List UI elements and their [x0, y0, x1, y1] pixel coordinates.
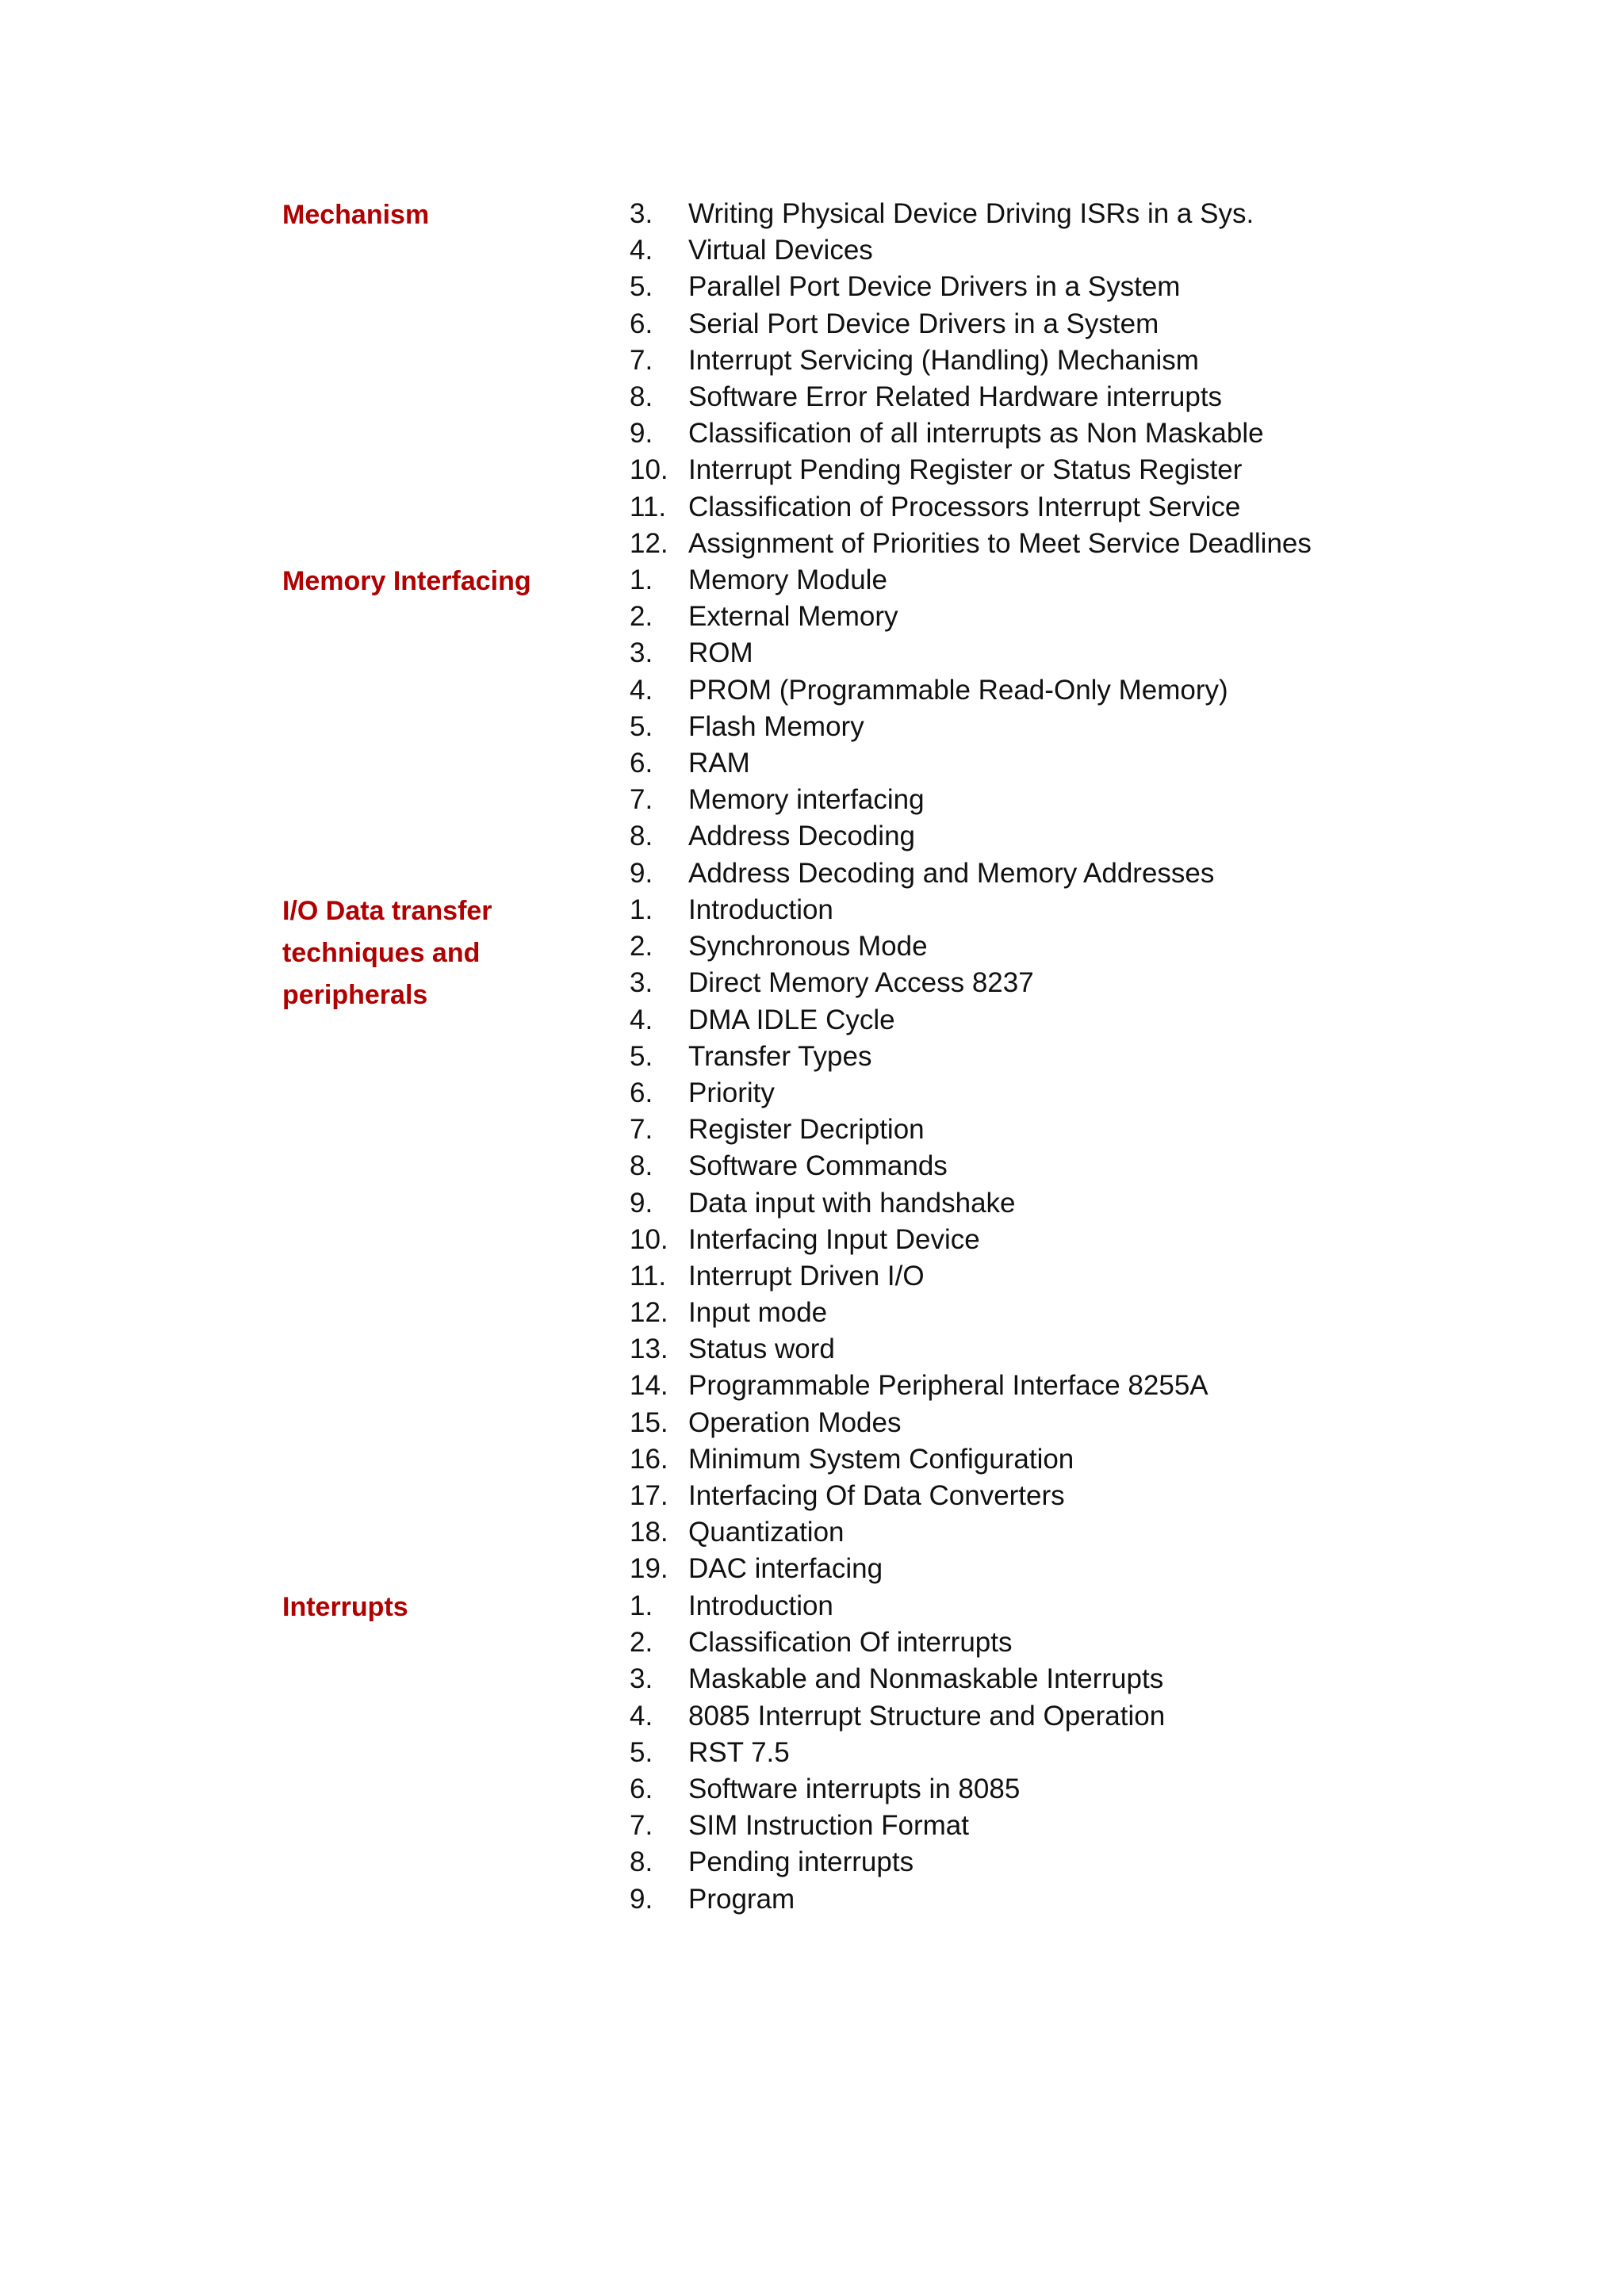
list-item	[630, 1881, 1165, 1918]
list-item	[630, 1661, 1165, 1697]
item-text: Assignment of Priorities to Meet Service Deadlines	[688, 527, 1312, 559]
topic-list	[630, 196, 1312, 562]
item-number: 9.	[630, 1883, 653, 1915]
item-number: 2.	[630, 601, 653, 633]
item-text: Status word	[688, 1334, 835, 1365]
item-text: Maskable and Nonmaskable Interrupts	[688, 1663, 1164, 1695]
section-heading: I/O Data transfer techniques and peripherals	[282, 896, 492, 1010]
item-text: Programmable Peripheral Interface 8255A	[688, 1370, 1208, 1402]
item-text: Priority	[688, 1077, 775, 1108]
list-item	[630, 709, 1228, 745]
list-item	[630, 1075, 1208, 1112]
item-number: 1.	[630, 894, 653, 925]
list-item	[630, 1295, 1208, 1331]
item-number: 7.	[630, 1810, 653, 1842]
list-item	[630, 1331, 1208, 1368]
list-item	[630, 1185, 1208, 1222]
item-text: Interrupt Pending Register or Status Register	[688, 454, 1243, 486]
item-number: 10.	[630, 454, 668, 486]
item-number: 3.	[630, 967, 653, 999]
item-text: Pending interrupts	[688, 1846, 914, 1878]
item-number: 14.	[630, 1370, 668, 1402]
item-text: 8085 Interrupt Structure and Operation	[688, 1700, 1166, 1732]
item-text: Memory Module	[688, 564, 887, 595]
item-number: 5.	[630, 1040, 653, 1072]
list-item	[630, 672, 1228, 709]
list-item	[630, 1112, 1208, 1148]
topic-list	[630, 892, 1208, 1588]
item-number: 3.	[630, 198, 653, 229]
item-number: 5.	[630, 710, 653, 742]
topic-list	[630, 562, 1228, 892]
item-text: Software Commands	[688, 1150, 948, 1182]
item-text: Address Decoding	[688, 821, 915, 852]
list-item	[630, 1771, 1165, 1808]
list-item	[630, 342, 1312, 379]
item-text: Parallel Port Device Drivers in a System	[688, 271, 1181, 303]
item-number: 18.	[630, 1517, 668, 1548]
item-text: Interfacing Of Data Converters	[688, 1480, 1065, 1511]
list-item	[630, 1808, 1165, 1844]
item-text: Software Error Related Hardware interrupts	[688, 381, 1223, 412]
item-text: Classification Of interrupts	[688, 1627, 1013, 1659]
item-text: Virtual Devices	[688, 235, 873, 266]
list-item	[630, 452, 1312, 488]
list-item	[630, 599, 1228, 635]
item-text: Address Decoding and Memory Addresses	[688, 857, 1215, 889]
item-number: 2.	[630, 1627, 653, 1659]
item-number: 17.	[630, 1480, 668, 1511]
item-text: Introduction	[688, 1590, 833, 1621]
item-number: 13.	[630, 1334, 668, 1365]
item-number: 4.	[630, 1004, 653, 1035]
item-text: DAC interfacing	[688, 1553, 883, 1585]
item-number: 5.	[630, 1736, 653, 1768]
list-item	[630, 1405, 1208, 1441]
list-item	[630, 1588, 1165, 1624]
item-number: 11.	[630, 1260, 667, 1292]
list-item	[630, 1698, 1165, 1735]
item-text: Writing Physical Device Driving ISRs in a Sys.	[688, 198, 1254, 229]
item-text: Synchronous Mode	[688, 931, 928, 962]
list-item	[630, 818, 1228, 855]
item-number: 12.	[630, 527, 668, 559]
list-item	[630, 635, 1228, 672]
list-item	[630, 1148, 1208, 1184]
item-text: Flash Memory	[688, 710, 864, 742]
item-text: Memory interfacing	[688, 784, 925, 816]
list-item	[630, 415, 1312, 452]
list-item	[630, 1222, 1208, 1258]
item-text: Interrupt Servicing (Handling) Mechanism	[688, 344, 1199, 376]
item-text: Interrupt Driven I/O	[688, 1260, 925, 1292]
section-heading: Interrupts	[282, 1592, 408, 1622]
list-item	[630, 306, 1312, 342]
item-number: 10.	[630, 1223, 668, 1255]
item-number: 1.	[630, 564, 653, 595]
topic-list	[630, 1588, 1165, 1918]
item-text: Introduction	[688, 894, 833, 925]
item-number: 15.	[630, 1406, 668, 1438]
item-number: 16.	[630, 1443, 668, 1475]
list-item	[630, 965, 1208, 1001]
item-text: Data input with handshake	[688, 1187, 1016, 1219]
item-number: 3.	[630, 1663, 653, 1695]
item-text: Register Decription	[688, 1114, 925, 1146]
item-text: Minimum System Configuration	[688, 1443, 1074, 1475]
item-text: Input mode	[688, 1297, 828, 1329]
item-number: 3.	[630, 637, 653, 669]
list-item	[630, 1624, 1165, 1661]
item-number: 8.	[630, 821, 653, 852]
item-number: 9.	[630, 857, 653, 889]
list-item	[630, 269, 1312, 305]
item-number: 19.	[630, 1553, 668, 1585]
list-item	[630, 1441, 1208, 1478]
item-number: 12.	[630, 1297, 668, 1329]
item-number: 4.	[630, 674, 653, 706]
item-number: 9.	[630, 418, 653, 450]
item-number: 7.	[630, 1114, 653, 1146]
item-number: 7.	[630, 784, 653, 816]
item-text: ROM	[688, 637, 753, 669]
item-number: 8.	[630, 1150, 653, 1182]
item-number: 6.	[630, 747, 653, 779]
item-number: 11.	[630, 491, 667, 522]
item-number: 6.	[630, 1077, 653, 1108]
item-number: 1.	[630, 1590, 653, 1621]
section-heading: Memory Interfacing	[282, 566, 531, 596]
list-item	[630, 1002, 1208, 1039]
item-text: External Memory	[688, 601, 898, 633]
list-item	[630, 1844, 1165, 1881]
list-item	[630, 745, 1228, 782]
item-text: Direct Memory Access 8237	[688, 967, 1034, 999]
item-text: Operation Modes	[688, 1406, 902, 1438]
list-item	[630, 782, 1228, 818]
item-text: Quantization	[688, 1517, 845, 1548]
list-item	[630, 1514, 1208, 1551]
item-text: Classification of all interrupts as Non Maskable	[688, 418, 1264, 450]
item-number: 8.	[630, 381, 653, 412]
list-item	[630, 855, 1228, 892]
item-text: SIM Instruction Format	[688, 1810, 969, 1842]
item-number: 6.	[630, 308, 653, 339]
item-text: Software interrupts in 8085	[688, 1773, 1021, 1804]
list-item	[630, 562, 1228, 599]
list-item	[630, 1478, 1208, 1514]
item-number: 6.	[630, 1773, 653, 1804]
list-item	[630, 892, 1208, 928]
item-text: Serial Port Device Drivers in a System	[688, 308, 1159, 339]
list-item	[630, 526, 1312, 562]
item-text: RST 7.5	[688, 1736, 790, 1768]
item-number: 2.	[630, 931, 653, 962]
item-number: 8.	[630, 1846, 653, 1878]
list-item	[630, 1258, 1208, 1295]
list-item	[630, 232, 1312, 269]
item-text: DMA IDLE Cycle	[688, 1004, 895, 1035]
list-item	[630, 1735, 1165, 1771]
item-number: 9.	[630, 1187, 653, 1219]
list-item	[630, 489, 1312, 526]
item-text: RAM	[688, 747, 750, 779]
list-item	[630, 379, 1312, 415]
list-item	[630, 1551, 1208, 1587]
list-item	[630, 1039, 1208, 1075]
item-number: 4.	[630, 1700, 653, 1732]
list-item	[630, 1368, 1208, 1404]
list-item	[630, 196, 1312, 232]
item-number: 5.	[630, 271, 653, 303]
list-item	[630, 928, 1208, 965]
section-heading: Mechanism	[282, 200, 430, 230]
item-text: Transfer Types	[688, 1040, 872, 1072]
item-text: Interfacing Input Device	[688, 1223, 980, 1255]
item-text: Program	[688, 1883, 795, 1915]
item-text: Classification of Processors Interrupt Service	[688, 491, 1241, 522]
item-number: 7.	[630, 344, 653, 376]
item-text: PROM (Programmable Read-Only Memory)	[688, 674, 1228, 706]
item-number: 4.	[630, 235, 653, 266]
